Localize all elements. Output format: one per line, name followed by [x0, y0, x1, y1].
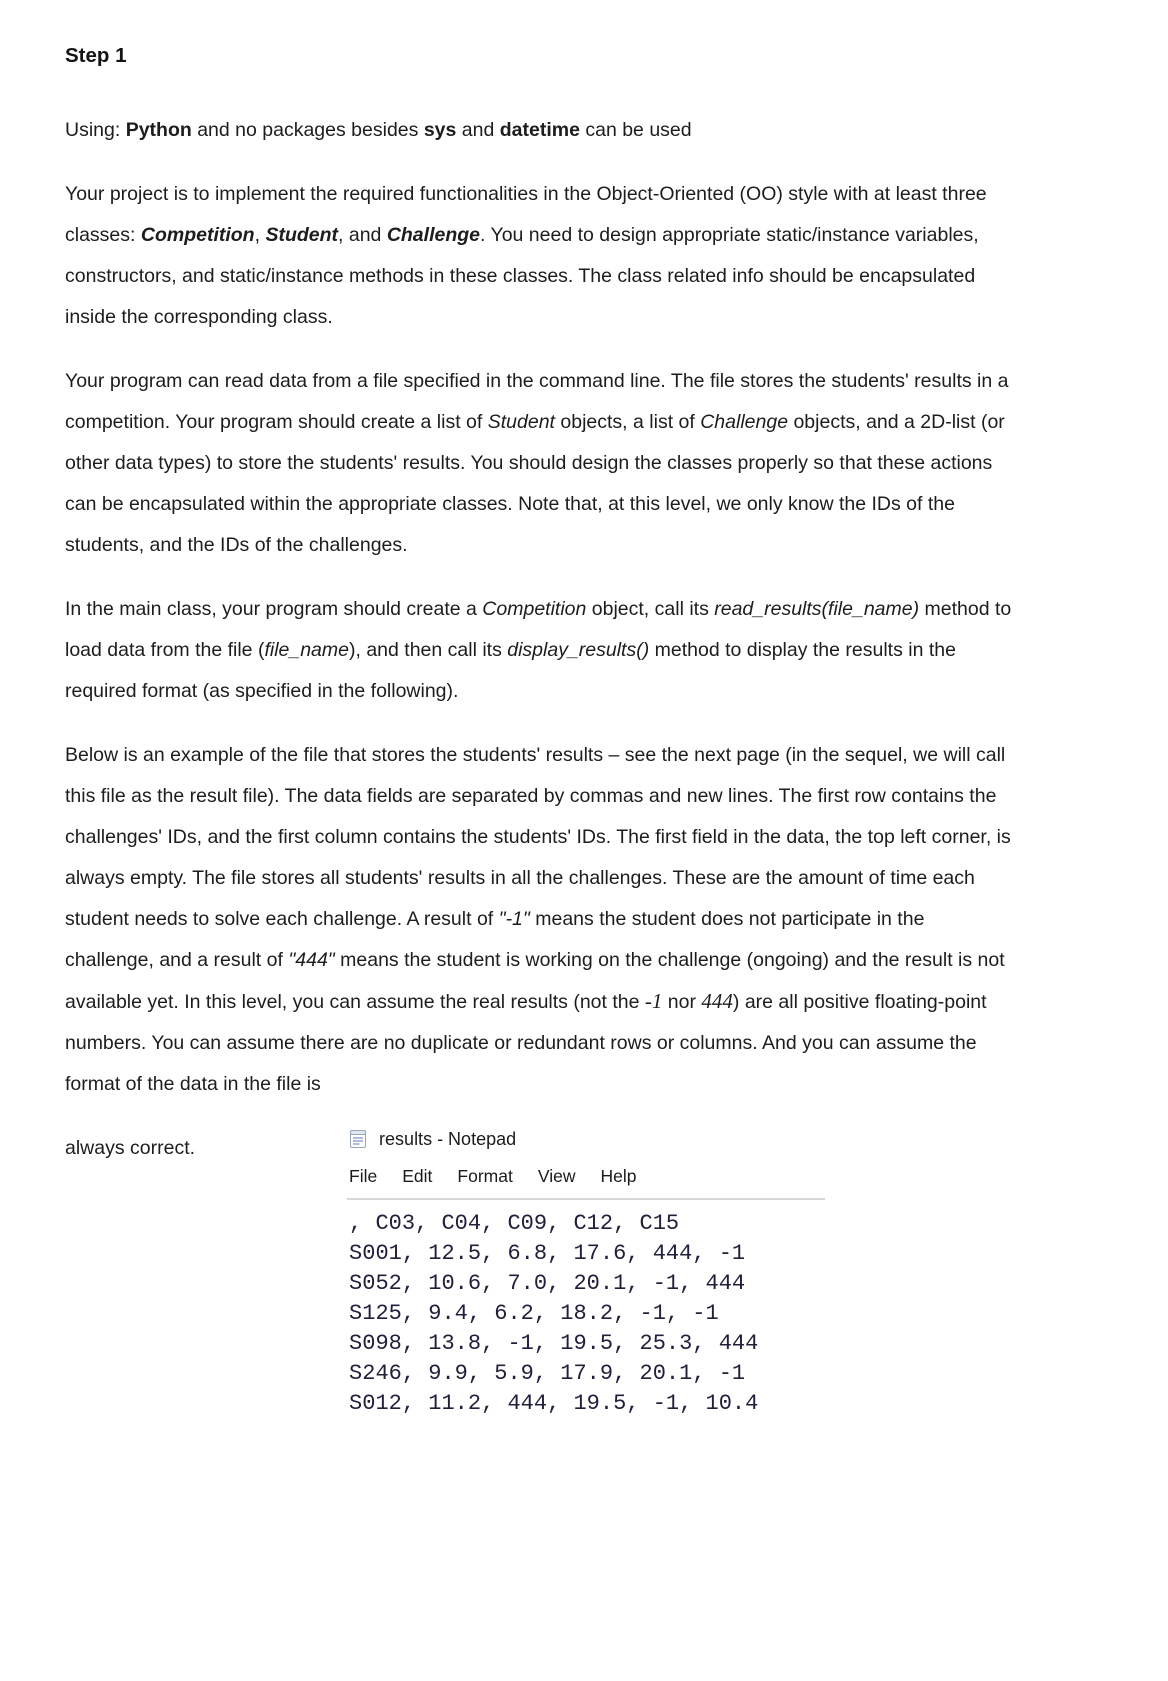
- text-run: nor: [662, 991, 702, 1013]
- text-run: sys: [423, 119, 457, 141]
- notepad-window-title: results - Notepad: [379, 1128, 517, 1149]
- menu-item-edit[interactable]: Edit: [402, 1166, 433, 1186]
- notepad-line: S246, 9.9, 5.9, 17.9, 20.1, -1: [349, 1361, 746, 1386]
- menu-item-format[interactable]: Format: [457, 1166, 513, 1186]
- text-run: Your program can read data from a file specified in the command line. The file stores the students' results in a competition. Your program should create a list of: [65, 370, 1009, 433]
- text-run: Python: [125, 119, 192, 141]
- notepad-window: [347, 1128, 825, 1419]
- text-run: can be used: [579, 119, 692, 141]
- text-run: method to load data from the file (: [65, 598, 1012, 661]
- text-run: means the student does not participate in the challenge, and a result of: [65, 908, 925, 971]
- notepad-line: , C03, C04, C09, C12, C15: [349, 1211, 680, 1236]
- text-run: Competition: [482, 598, 587, 620]
- text-run: , and: [338, 224, 387, 246]
- paragraph-main-class: [65, 589, 1013, 712]
- text-run: Student: [487, 411, 555, 433]
- notepad-line: S001, 12.5, 6.8, 17.6, 444, -1: [349, 1241, 746, 1266]
- text-run: ,: [254, 224, 266, 246]
- paragraph-file-reading: [65, 361, 1013, 566]
- text-run: -1: [644, 989, 663, 1013]
- text-run: Your project is to implement the required functionalities in the Object-Oriented (OO) style with at least three classes:: [65, 183, 987, 246]
- text-run: Student: [265, 224, 339, 246]
- notepad-line: S012, 11.2, 444, 19.5, -1, 10.4: [349, 1391, 759, 1416]
- text-run: Challenge: [700, 411, 789, 433]
- text-run: and: [456, 119, 500, 141]
- text-run: objects, a list of: [554, 411, 701, 433]
- text-run: ) are all positive floating-point numbers. You can assume there are no duplicate or redundant rows or columns. And you can assume the format of the data in the file is: [65, 991, 987, 1095]
- notepad-titlebar: [347, 1128, 825, 1162]
- text-run: ), and then call its: [349, 639, 508, 661]
- paragraph-project: [65, 174, 1013, 338]
- text-run: datetime: [499, 119, 580, 141]
- menu-item-view[interactable]: View: [537, 1166, 576, 1186]
- text-run: . You need to design appropriate static/instance variables, constructors, and static/instance methods in these classes. The class related info should be encapsulated inside the corresponding class.: [65, 224, 979, 328]
- notepad-menubar: [347, 1162, 825, 1200]
- notepad-content: [347, 1200, 825, 1419]
- text-run: 444: [701, 989, 733, 1013]
- text-run: file_name: [264, 639, 349, 661]
- notepad-line: S052, 10.6, 7.0, 20.1, -1, 444: [349, 1271, 746, 1296]
- menu-item-file[interactable]: File: [349, 1166, 378, 1186]
- closing-row: [65, 1128, 1103, 1419]
- notepad-line: S125, 9.4, 6.2, 18.2, -1, -1: [349, 1301, 719, 1326]
- paragraph-using: [65, 110, 1013, 151]
- text-run: and no packages besides: [191, 119, 424, 141]
- text-run: object, call its: [586, 598, 715, 620]
- text-run: objects, and a 2D-list (or other data types) to store the students' results. You should design the classes properly so that these actions can be encapsulated within the appropriate classes. Note that, at this level, we only know the IDs of the students, and the IDs of the challenges.: [65, 411, 1005, 556]
- text-run: "444": [288, 949, 335, 971]
- notepad-icon: [347, 1128, 369, 1150]
- text-run: In the main class, your program should create a: [65, 598, 483, 620]
- text-run: method to display the results in the required format (as specified in the following).: [65, 639, 956, 702]
- text-run: Challenge: [386, 224, 480, 246]
- text-run: read_results(file_name): [714, 598, 920, 620]
- notepad-line: S098, 13.8, -1, 19.5, 25.3, 444: [349, 1331, 759, 1356]
- closing-text: always correct.: [65, 1137, 196, 1159]
- text-run: Below is an example of the file that stores the students' results – see the next page (in the sequel, we will call this file as the result file). The data fields are separated by commas and new lines. The first row contains the challenges' IDs, and the first column contains the students' IDs. The first field in the data, the top left corner, is always empty. The file stores all students' results in all the challenges. These are the amount of time each student needs to solve each challenge. A result of: [65, 744, 1011, 930]
- text-run: "-1": [498, 908, 530, 930]
- text-run: Competition: [140, 224, 255, 246]
- text-run: means the student is working on the challenge (ongoing) and the result is not available yet. In this level, you can assume the real results (not the: [65, 949, 1005, 1013]
- menu-item-help[interactable]: Help: [600, 1166, 637, 1186]
- page-title: Step 1: [65, 44, 127, 67]
- text-run: display_results(): [507, 639, 650, 661]
- paragraph-file-example: [65, 735, 1013, 1105]
- text-run: Using:: [65, 119, 126, 141]
